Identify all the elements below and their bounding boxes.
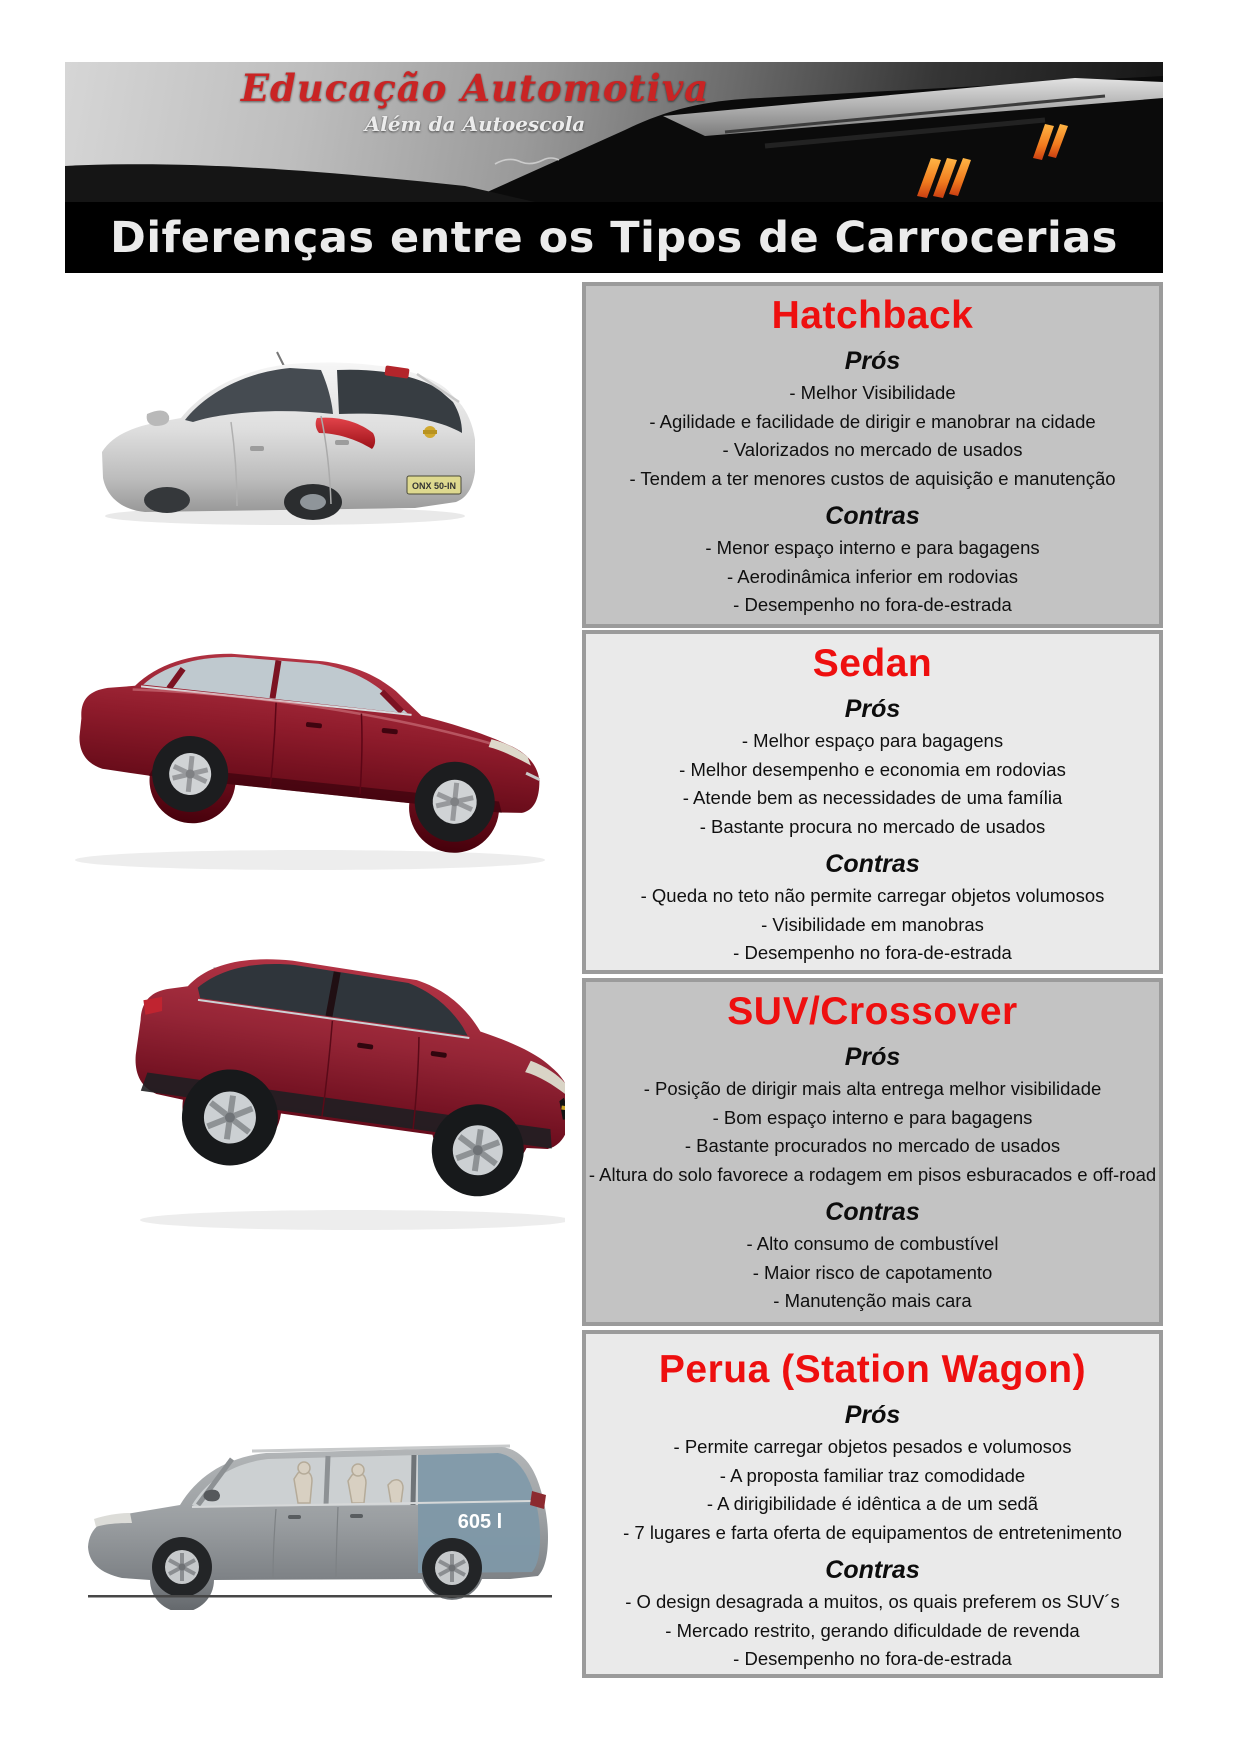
header-photo <box>65 62 1163 202</box>
rear-wheel <box>422 1538 482 1598</box>
pro-item: - Melhor desempenho e economia em rodovias <box>679 758 1066 780</box>
pro-item: - Tendem a ter menores custos de aquisição e manutenção <box>629 467 1116 489</box>
con-item: - Menor espaço interno e para bagagens <box>705 537 1040 558</box>
pro-item: - Agilidade e facilidade de dirigir e manobrar na cidade <box>649 410 1096 432</box>
side-mirror <box>147 410 170 426</box>
perua-panel <box>582 1330 1163 1678</box>
pro-item: - Melhor espaço para bagagens <box>741 730 1004 751</box>
con-item: - Mercado restrito, gerando dificuldade de revenda <box>665 1619 1080 1641</box>
hatchback-car-image <box>85 330 475 530</box>
antenna <box>277 352 284 366</box>
wagon-car-image <box>80 1435 565 1610</box>
cons-label: Contras <box>825 850 920 878</box>
pros-label: Prós <box>844 695 901 723</box>
car-shadow <box>140 1210 565 1230</box>
con-item: - Desempenho no fora-de-estrada <box>733 942 1012 963</box>
pros-label: Prós <box>844 1043 901 1071</box>
con-item: - Aerodinâmica inferior em rodovias <box>727 565 1018 587</box>
cons-label: Contras <box>825 1198 920 1226</box>
con-item: - Desempenho no fora-de-estrada <box>733 594 1012 615</box>
sedan-title: Sedan <box>812 642 933 685</box>
cons-label: Contras <box>825 1556 920 1584</box>
pro-item: - Posição de dirigir mais alta entrega melhor visibilidade <box>643 1078 1102 1099</box>
license-plate <box>407 476 461 494</box>
pro-item: - A dirigibilidade é idêntica a de um sedã <box>706 1493 1039 1514</box>
con-item: - Desempenho no fora-de-estrada <box>733 1648 1012 1669</box>
pro-item: - 7 lugares e farta oferta de equipamentos de entretenimento <box>623 1521 1122 1543</box>
pro-item: - Altura do solo favorece a rodagem em pisos esburacados e off-road <box>588 1163 1157 1185</box>
side-mirror <box>203 1490 220 1502</box>
car-shadow <box>75 850 545 870</box>
con-item: - Manutenção mais cara <box>773 1290 972 1311</box>
pro-item: - Valorizados no mercado de usados <box>722 439 1023 460</box>
pro-item: - Melhor Visibilidade <box>789 382 956 403</box>
con-item: - Queda no teto não permite carregar objetos volumosos <box>640 885 1105 906</box>
svg-text:ONX 50-IN: ONX 50-IN <box>411 481 457 491</box>
perua-title: Perua (Station Wagon) <box>658 1348 1087 1391</box>
pros-label: Prós <box>844 1401 901 1429</box>
brand-logo <box>155 66 795 136</box>
front-wheel <box>152 1537 212 1597</box>
pro-item: - Atende bem as necessidades de uma família <box>682 787 1063 808</box>
pros-label: Prós <box>844 347 901 375</box>
cargo-volume-label: 605 l <box>457 1511 503 1533</box>
front-wheel <box>144 487 190 513</box>
con-item: - Visibilidade em manobras <box>761 913 984 935</box>
foreground-silhouette <box>65 164 535 202</box>
brand-subtitle: Além da Autoescola <box>364 112 586 136</box>
suv-title: SUV/Crossover <box>727 990 1018 1033</box>
con-item: - O design desagrada a muitos, os quais preferem os SUV´s <box>625 1591 1120 1612</box>
cons-label: Contras <box>825 502 920 530</box>
suv-panel <box>582 978 1163 1326</box>
pro-item: - Bom espaço interno e para bagagens <box>712 1106 1033 1128</box>
pro-item: - A proposta familiar traz comodidade <box>719 1464 1026 1486</box>
pro-item: - Bastante procura no mercado de usados <box>699 815 1046 837</box>
pro-item: - Permite carregar objetos pesados e volumosos <box>673 1436 1072 1457</box>
brand-title: Educação Automotiva <box>240 66 710 110</box>
page-title: Diferenças entre os Tipos de Carrocerias <box>110 212 1118 263</box>
sedan-panel <box>582 630 1163 974</box>
con-item: - Maior risco de capotamento <box>752 1261 993 1283</box>
pro-item: - Bastante procurados no mercado de usados <box>684 1135 1061 1156</box>
sedan-car-image <box>55 622 560 882</box>
signature-squiggle <box>495 158 559 164</box>
ground-line <box>88 1595 552 1598</box>
suv-car-image <box>110 930 565 1245</box>
con-item: - Alto consumo de combustível <box>746 1233 999 1254</box>
hatchback-panel <box>582 282 1163 628</box>
title-bar <box>65 202 1163 273</box>
hatchback-title: Hatchback <box>771 294 974 337</box>
